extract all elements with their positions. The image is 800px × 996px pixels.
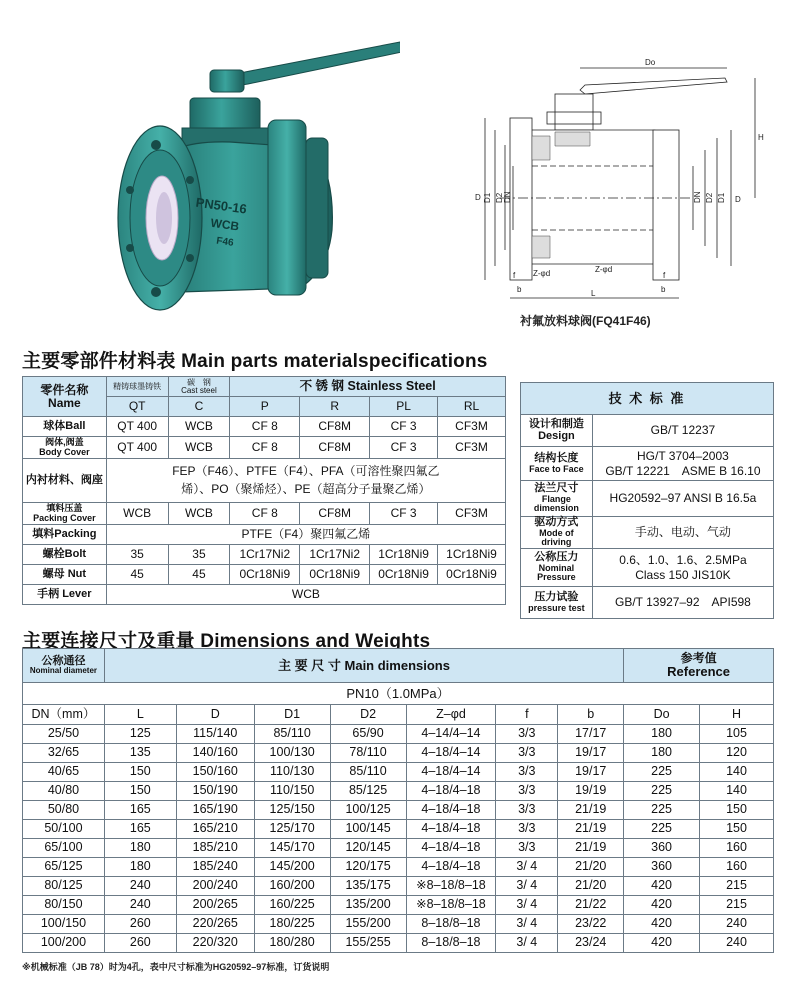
- lever-hub: [210, 70, 244, 92]
- cell: 100/150: [23, 915, 105, 934]
- cell: 85/110: [330, 763, 406, 782]
- cell: 8–18/8–18: [406, 915, 496, 934]
- cell: 160/200: [254, 877, 330, 896]
- label-z-right: Z-φd: [595, 265, 613, 274]
- table-row: [23, 503, 506, 525]
- row-label: 阀体,阀盖 Body Cover: [23, 437, 107, 459]
- cell: 0Cr18Ni9: [230, 565, 300, 585]
- cell: 160/225: [254, 896, 330, 915]
- label-f-right: f: [663, 271, 666, 280]
- cell: 120/175: [330, 858, 406, 877]
- header-stainless-steel: 不 锈 钢 Stainless Steel: [230, 377, 506, 397]
- body-marking-1: PN50-16: [194, 194, 248, 217]
- col-do: Do: [624, 705, 700, 725]
- table-row: [23, 820, 774, 839]
- cell: 65/100: [23, 839, 105, 858]
- cell: 100/125: [330, 801, 406, 820]
- table-row: [23, 763, 774, 782]
- cell: CF8M: [300, 417, 370, 437]
- cell: 50/100: [23, 820, 105, 839]
- table-row: [23, 877, 774, 896]
- cell: 3/3: [496, 839, 558, 858]
- cell: 145/200: [254, 858, 330, 877]
- table-row: [23, 839, 774, 858]
- packing-cell: PTFE（F4）聚四氟乙烯: [106, 525, 505, 545]
- code-c: C: [168, 397, 230, 417]
- label-d-left: D: [475, 193, 481, 202]
- cell: 3/ 4: [496, 858, 558, 877]
- cell: 360: [624, 858, 700, 877]
- cell: 21/19: [558, 820, 624, 839]
- label-d2-right: D2: [705, 192, 714, 203]
- cell: 4–18/4–14: [406, 744, 496, 763]
- cell: 165/190: [176, 801, 254, 820]
- cell: WCB: [106, 503, 168, 525]
- row-label: 法兰尺寸 Flange dimension: [521, 481, 593, 517]
- cell: 3/ 4: [496, 915, 558, 934]
- cell: 260: [104, 934, 176, 953]
- cell: CF8M: [300, 437, 370, 459]
- row-label: 手柄 Lever: [23, 585, 107, 605]
- cell: ※8–18/8–18: [406, 877, 496, 896]
- cell: 0Cr18Ni9: [300, 565, 370, 585]
- table-row: [23, 417, 506, 437]
- table-row: [23, 525, 506, 545]
- cell: 23/24: [558, 934, 624, 953]
- valve-cross-section-drawing: [455, 50, 780, 310]
- cell: 225: [624, 801, 700, 820]
- cell: 100/130: [254, 744, 330, 763]
- cell: 3/3: [496, 820, 558, 839]
- cell: 1Cr17Ni2: [300, 545, 370, 565]
- cell: 160: [700, 858, 774, 877]
- header-cast-steel: 碳 钢 Cast steel: [168, 377, 230, 397]
- cell: 180: [104, 858, 176, 877]
- table-row: [521, 549, 774, 587]
- product-caption: 衬氟放料球阀(FQ41F46): [520, 314, 651, 328]
- cell: CF 8: [230, 417, 300, 437]
- label-b-right: b: [661, 285, 666, 294]
- technical-standards-table: [520, 382, 774, 619]
- dimensions-table: [22, 648, 774, 953]
- body-marking-2: WCB: [209, 215, 241, 234]
- cell: 21/22: [558, 896, 624, 915]
- table-row: [23, 545, 506, 565]
- cell: 3/ 4: [496, 877, 558, 896]
- tech-value: 0.6、1.0、1.6、2.5MPa Class 150 JIS10K: [592, 549, 773, 587]
- cell: 150: [700, 820, 774, 839]
- lever-handle: [220, 42, 400, 88]
- cell: 1Cr18Ni9: [370, 545, 438, 565]
- cell: 85/125: [330, 782, 406, 801]
- col-f: f: [496, 705, 558, 725]
- cell: 3/3: [496, 782, 558, 801]
- cell: 145/170: [254, 839, 330, 858]
- materials-table: [22, 376, 506, 605]
- cell: 17/17: [558, 725, 624, 744]
- cell: 85/110: [254, 725, 330, 744]
- cell: WCB: [168, 417, 230, 437]
- cell: 3/3: [496, 744, 558, 763]
- cell: WCB: [168, 437, 230, 459]
- cell: 19/19: [558, 782, 624, 801]
- tech-standards-title: 技 术 标 准: [521, 383, 774, 415]
- cell: 165: [104, 801, 176, 820]
- valve-photo: [70, 30, 400, 320]
- row-label: 内衬材料、阀座: [23, 459, 107, 503]
- cell: 165/210: [176, 820, 254, 839]
- cell: 140/160: [176, 744, 254, 763]
- cell: CF 3: [370, 437, 438, 459]
- cell: 4–18/4–18: [406, 839, 496, 858]
- row-label: 结构长度 Face to Face: [521, 447, 593, 481]
- label-f-left: f: [513, 271, 516, 280]
- col-l: L: [104, 705, 176, 725]
- cell: 160: [700, 839, 774, 858]
- cell: CF 3: [370, 503, 438, 525]
- cell: 78/110: [330, 744, 406, 763]
- cell: 120/145: [330, 839, 406, 858]
- code-qt: QT: [106, 397, 168, 417]
- table-row: [23, 437, 506, 459]
- row-label: 球体Ball: [23, 417, 107, 437]
- label-do: Do: [645, 58, 656, 67]
- cell: 185/240: [176, 858, 254, 877]
- cell: 21/20: [558, 858, 624, 877]
- cell: 32/65: [23, 744, 105, 763]
- cell: 200/265: [176, 896, 254, 915]
- table-row: [23, 934, 774, 953]
- header-ductile-iron: 精铸球墨铸铁: [106, 377, 168, 397]
- cell: 120: [700, 744, 774, 763]
- table-row: [23, 858, 774, 877]
- cell: 80/150: [23, 896, 105, 915]
- cell: 220/265: [176, 915, 254, 934]
- label-d2-left: D2: [495, 192, 504, 203]
- cell: 40/80: [23, 782, 105, 801]
- cell: 35: [168, 545, 230, 565]
- tech-value: HG20592–97 ANSI B 16.5a: [592, 481, 773, 517]
- col-dn: DN（mm）: [23, 705, 105, 725]
- row-label: 压力试验 pressure test: [521, 587, 593, 619]
- table-row: [23, 565, 506, 585]
- table-row: [23, 725, 774, 744]
- cell: 21/19: [558, 839, 624, 858]
- cell: 1Cr17Ni2: [230, 545, 300, 565]
- cell: 4–18/4–14: [406, 763, 496, 782]
- cell: WCB: [168, 503, 230, 525]
- cell: 35: [106, 545, 168, 565]
- label-dn-left: DN: [503, 191, 512, 203]
- cell: 3/ 4: [496, 934, 558, 953]
- cell: 180: [624, 725, 700, 744]
- cell: 360: [624, 839, 700, 858]
- cell: 220/320: [176, 934, 254, 953]
- cell: 0Cr18Ni9: [370, 565, 438, 585]
- row-label: 公称压力 Nominal Pressure: [521, 549, 593, 587]
- header-part-name: 零件名称 Name: [23, 377, 107, 417]
- cell: 185/210: [176, 839, 254, 858]
- body-marking-3: F46: [215, 235, 235, 249]
- cell: 100/200: [23, 934, 105, 953]
- table-row: [521, 447, 774, 481]
- row-label: 螺母 Nut: [23, 565, 107, 585]
- cell: 155/200: [330, 915, 406, 934]
- cell: 135: [104, 744, 176, 763]
- cell: 180: [624, 744, 700, 763]
- label-d1-left: D1: [483, 192, 492, 203]
- column-headers: [23, 705, 774, 725]
- cell: 19/17: [558, 763, 624, 782]
- cell: 105: [700, 725, 774, 744]
- cell: 150: [104, 763, 176, 782]
- code-pl: PL: [370, 397, 438, 417]
- table-row: [23, 744, 774, 763]
- right-flange: [268, 120, 306, 295]
- tech-value: GB/T 12237: [592, 415, 773, 447]
- cell: 200/240: [176, 877, 254, 896]
- cell: 125: [104, 725, 176, 744]
- cell: 420: [624, 896, 700, 915]
- cell: 155/255: [330, 934, 406, 953]
- cell: 240: [104, 877, 176, 896]
- table-row: [23, 459, 506, 503]
- col-d: D: [176, 705, 254, 725]
- cell: 135/175: [330, 877, 406, 896]
- lever-cell: WCB: [106, 585, 505, 605]
- header-nominal-diameter: 公称通径 Nominal diameter: [23, 649, 105, 683]
- cell: 110/150: [254, 782, 330, 801]
- cell: 225: [624, 782, 700, 801]
- cell: 180/225: [254, 915, 330, 934]
- cell: CF8M: [300, 503, 370, 525]
- cell: 4–18/4–18: [406, 801, 496, 820]
- table-row: [23, 782, 774, 801]
- cell: 420: [624, 915, 700, 934]
- tech-value: 手动、电动、气动: [592, 517, 773, 549]
- cell: CF3M: [438, 437, 506, 459]
- cell: 150/190: [176, 782, 254, 801]
- cell: 110/130: [254, 763, 330, 782]
- cell: 125/150: [254, 801, 330, 820]
- cell: 8–18/8–18: [406, 934, 496, 953]
- col-z: Z–φd: [406, 705, 496, 725]
- cell: 165: [104, 820, 176, 839]
- cell: CF3M: [438, 503, 506, 525]
- label-dn-right: DN: [693, 191, 702, 203]
- cell: 135/200: [330, 896, 406, 915]
- cell: 180: [104, 839, 176, 858]
- tech-value: GB/T 13927–92 API598: [592, 587, 773, 619]
- cell: 420: [624, 934, 700, 953]
- cell: 65/125: [23, 858, 105, 877]
- col-d2: D2: [330, 705, 406, 725]
- row-label: 螺栓Bolt: [23, 545, 107, 565]
- dimensions-section-title: 主要连接尺寸及重量 Dimensions and Weights: [22, 631, 431, 652]
- cell: 50/80: [23, 801, 105, 820]
- label-d1-right: D1: [717, 192, 726, 203]
- cell: 215: [700, 896, 774, 915]
- cell: 240: [700, 934, 774, 953]
- cell: 3/3: [496, 763, 558, 782]
- header-main-dimensions: 主 要 尺 寸 Main dimensions: [104, 649, 623, 683]
- table-row: [521, 415, 774, 447]
- cell: 23/22: [558, 915, 624, 934]
- cell: 21/19: [558, 801, 624, 820]
- code-r: R: [300, 397, 370, 417]
- label-d-right: D: [735, 195, 741, 204]
- table-row: [23, 801, 774, 820]
- cell: 115/140: [176, 725, 254, 744]
- cell: 1Cr18Ni9: [438, 545, 506, 565]
- cell: 420: [624, 877, 700, 896]
- cell: 40/65: [23, 763, 105, 782]
- cell: 150/160: [176, 763, 254, 782]
- cell: 4–14/4–14: [406, 725, 496, 744]
- cell: QT 400: [106, 417, 168, 437]
- cell: 240: [104, 896, 176, 915]
- cell: CF3M: [438, 417, 506, 437]
- cell: CF 8: [230, 437, 300, 459]
- cell: 65/90: [330, 725, 406, 744]
- label-l: L: [591, 289, 596, 298]
- cell: 3/ 4: [496, 896, 558, 915]
- cell: 180/280: [254, 934, 330, 953]
- label-z-left: Z-φd: [533, 269, 551, 278]
- cell: 3/3: [496, 725, 558, 744]
- footnote: ※机械标准（JB 78）时为4孔，表中尺寸标准为HG20592–97标准，订货说明: [22, 962, 330, 972]
- cell: 45: [106, 565, 168, 585]
- cell: 45: [168, 565, 230, 585]
- label-h: H: [758, 133, 764, 142]
- tech-value: HG/T 3704–2003 GB/T 12221 ASME B 16.10: [592, 447, 773, 481]
- cell: QT 400: [106, 437, 168, 459]
- dimensions-body: [23, 725, 774, 953]
- cell: 80/125: [23, 877, 105, 896]
- cell: 140: [700, 782, 774, 801]
- table-row: [521, 517, 774, 549]
- cell: 3/3: [496, 801, 558, 820]
- materials-section-title: 主要零部件材料表 Main parts materialspecifications: [22, 351, 488, 372]
- table-row: [23, 896, 774, 915]
- cell: 225: [624, 763, 700, 782]
- cell: ※8–18/8–18: [406, 896, 496, 915]
- table-row: [23, 915, 774, 934]
- cell: 125/170: [254, 820, 330, 839]
- cell: 240: [700, 915, 774, 934]
- code-p: P: [230, 397, 300, 417]
- col-d1: D1: [254, 705, 330, 725]
- cell: 19/17: [558, 744, 624, 763]
- header-reference: 参考值 Reference: [624, 649, 774, 683]
- cell: 140: [700, 763, 774, 782]
- cell: 260: [104, 915, 176, 934]
- cell: 100/145: [330, 820, 406, 839]
- cell: 4–18/4–18: [406, 858, 496, 877]
- cell: 215: [700, 877, 774, 896]
- col-h: H: [700, 705, 774, 725]
- row-label: 填料压盖 Packing Cover: [23, 503, 107, 525]
- cell: 25/50: [23, 725, 105, 744]
- cell: 225: [624, 820, 700, 839]
- row-label: 填料Packing: [23, 525, 107, 545]
- row-label: 驱动方式 Mode of driving: [521, 517, 593, 549]
- label-b-left: b: [517, 285, 522, 294]
- table-row: [23, 585, 506, 605]
- table-row: [521, 587, 774, 619]
- pressure-class-row: PN10（1.0MPa）: [23, 683, 774, 705]
- cell: 150: [700, 801, 774, 820]
- cell: 4–18/4–18: [406, 820, 496, 839]
- cell: 0Cr18Ni9: [438, 565, 506, 585]
- cell: 21/20: [558, 877, 624, 896]
- lining-materials-cell: FEP（F46）、PTFE（F4）、PFA（可溶性聚四氟乙烯）、PO（聚烯烃）、PE（超高分子量聚乙烯）: [106, 459, 505, 503]
- cell: 4–18/4–18: [406, 782, 496, 801]
- row-label: 设计和制造 Design: [521, 415, 593, 447]
- table-row: [521, 481, 774, 517]
- cell: CF 8: [230, 503, 300, 525]
- cell: 150: [104, 782, 176, 801]
- col-b: b: [558, 705, 624, 725]
- code-rl: RL: [438, 397, 506, 417]
- cell: CF 3: [370, 417, 438, 437]
